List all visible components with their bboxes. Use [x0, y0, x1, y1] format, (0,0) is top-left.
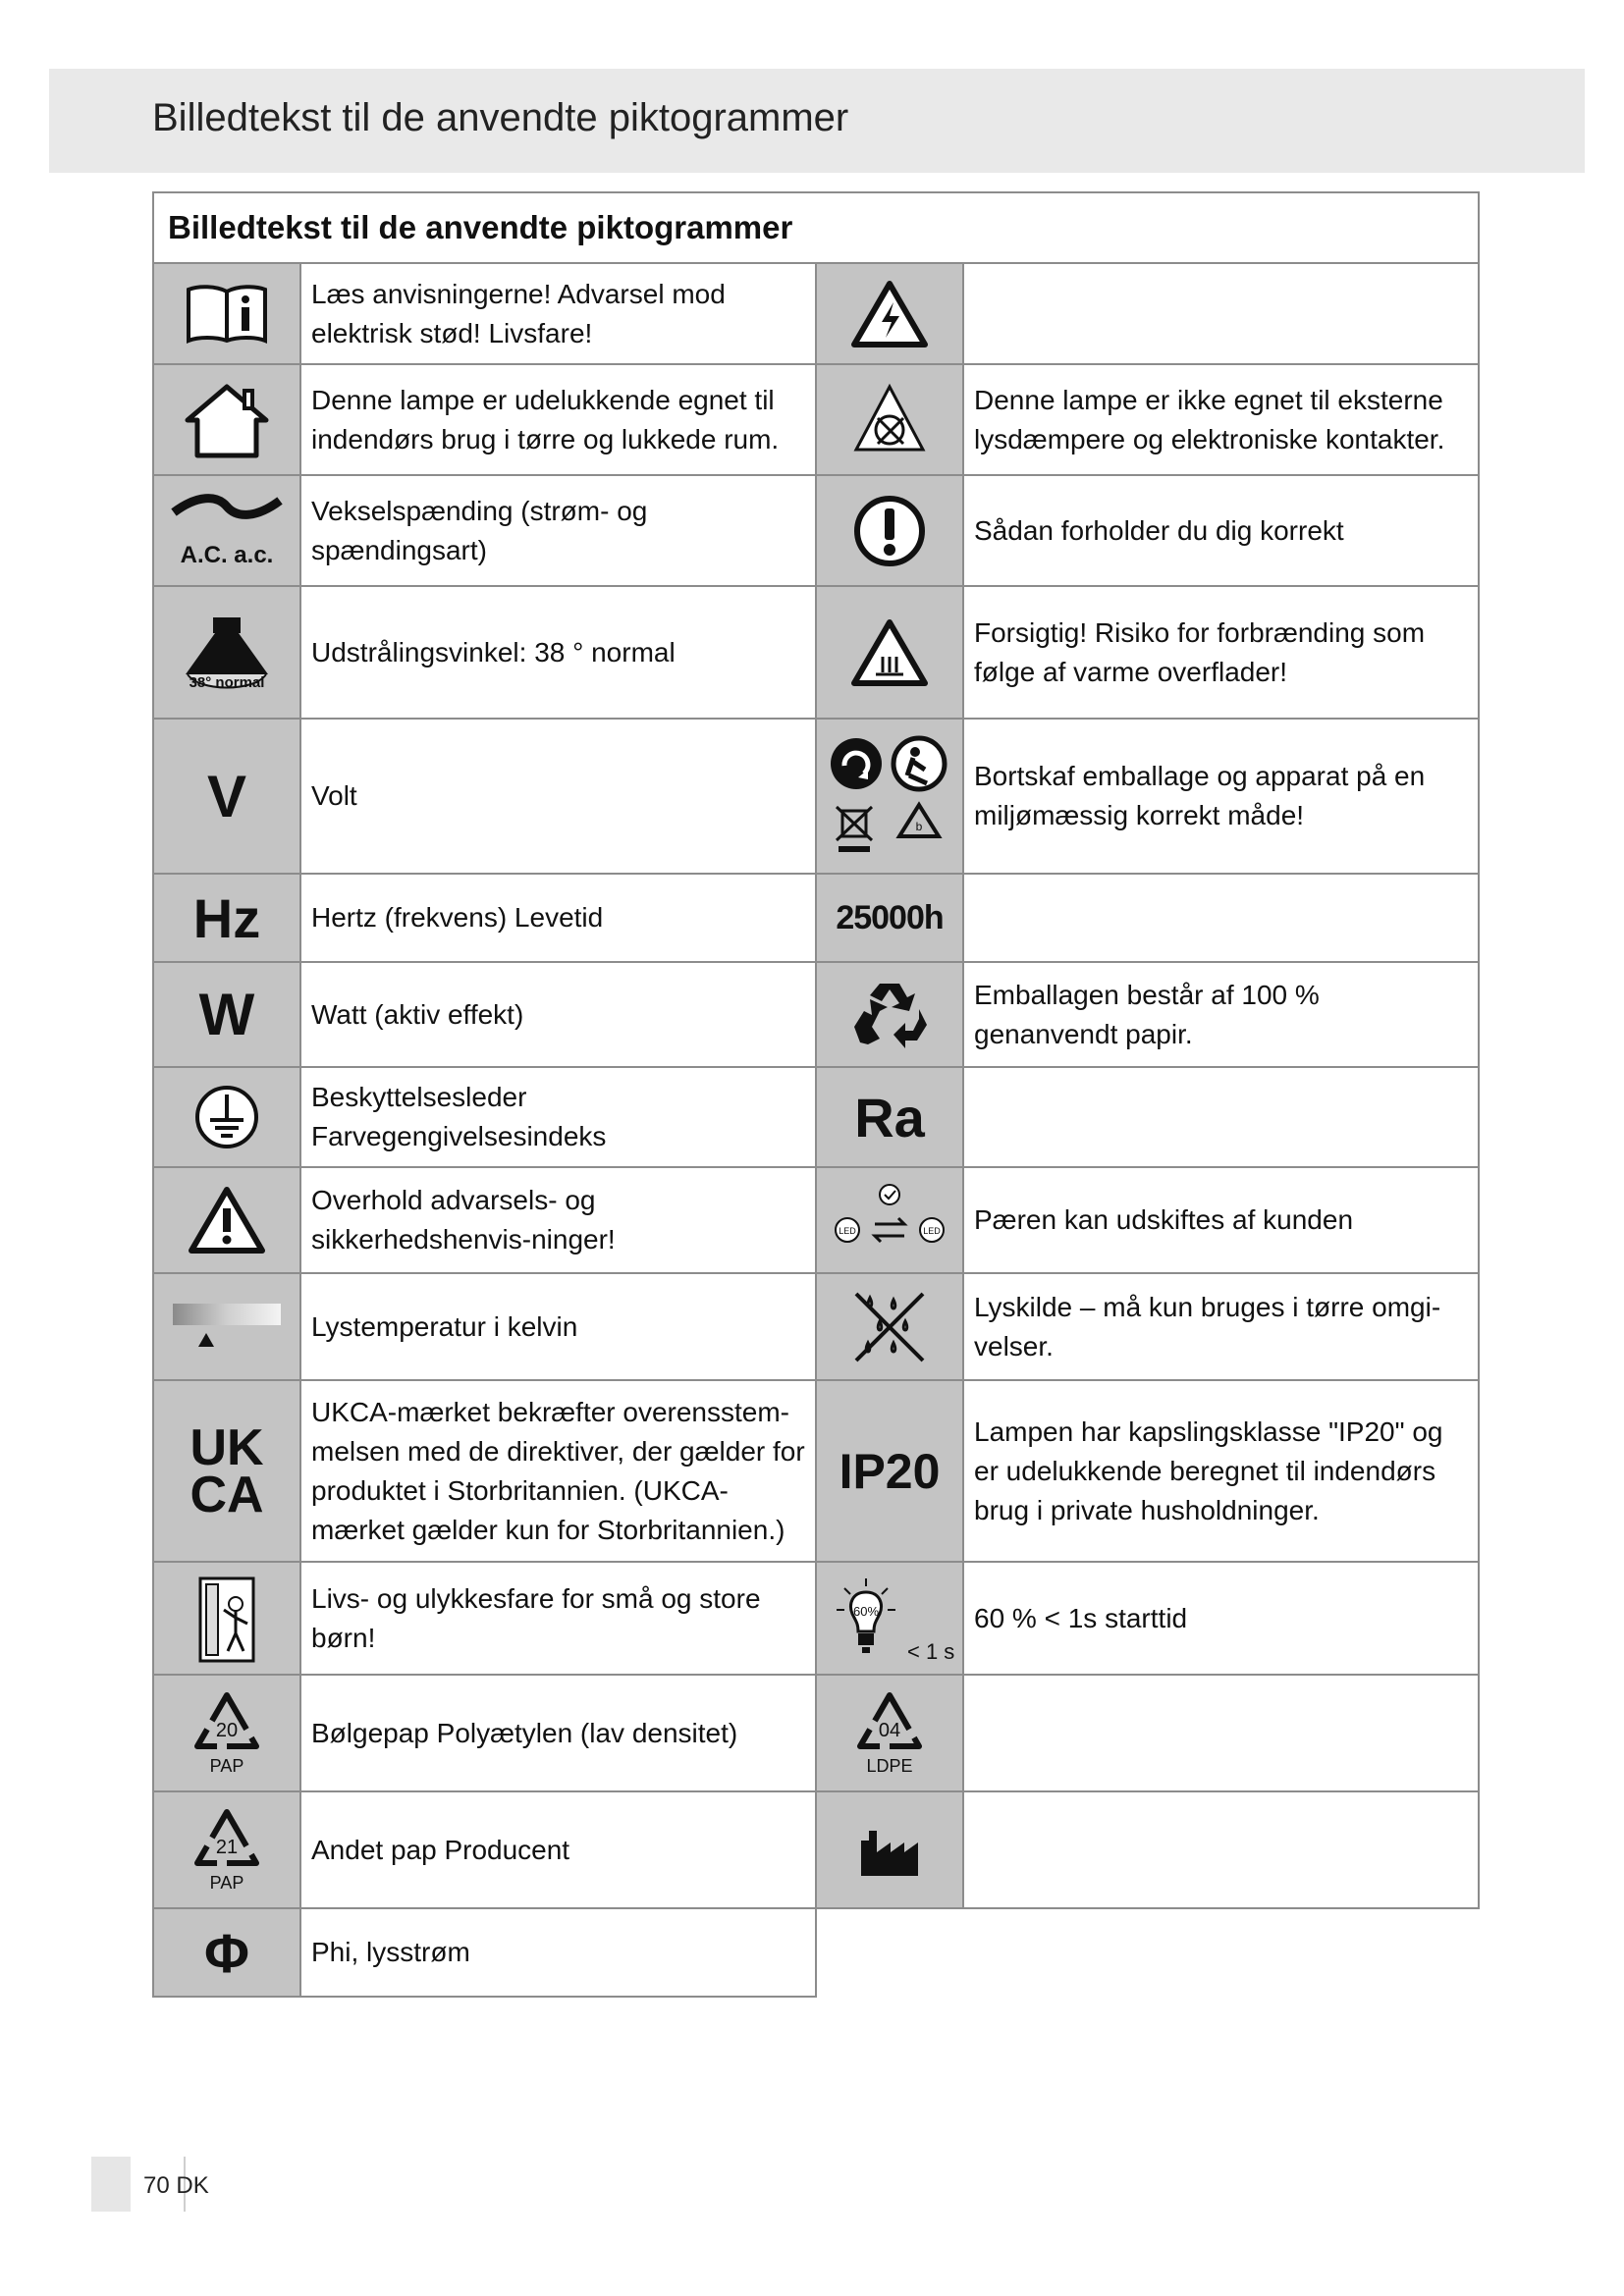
table-title: Billedtekst til de anvendte piktogrammer [153, 192, 1479, 263]
recycling-code-number: 04 [878, 1719, 901, 1741]
child-danger-icon [153, 1562, 300, 1675]
recycling-code-04-ldpe-icon [816, 1675, 963, 1791]
start-percent-label: 60% [852, 1603, 880, 1619]
pictogram-description: Watt (aktiv effekt) [300, 962, 816, 1067]
pictogram-description: Vekselspænding (strøm- og spændingsart) [300, 475, 816, 586]
table-row [153, 1067, 1479, 1167]
table-row [153, 874, 1479, 962]
manufacturer-icon [816, 1791, 963, 1908]
table-title-row [153, 192, 1479, 263]
watt-icon [153, 962, 300, 1067]
phi-icon [153, 1908, 300, 1997]
read-instructions-icon [153, 263, 300, 364]
ukca-mark-icon [153, 1380, 300, 1562]
pictogram-description [963, 263, 1479, 364]
table-row [153, 263, 1479, 364]
pictogram-table [152, 191, 1480, 1998]
beam-angle-icon [153, 586, 300, 719]
pictogram-description [963, 1791, 1479, 1908]
lifetime-icon [816, 874, 963, 962]
icon-label: A.C. a.c. [180, 541, 274, 568]
table-row [153, 1273, 1479, 1380]
pictogram-description: Livs- og ulykkesfare for små og store børn! [300, 1562, 816, 1675]
pictogram-description: Emballagen består af 100 % genanvendt papir. [963, 962, 1479, 1067]
pictogram-description: Phi, lysstrøm [300, 1908, 816, 1997]
color-rendering-icon [816, 1067, 963, 1167]
pictogram-description: Bortskaf emballage og apparat på en miljømæssig korrekt måde! [963, 719, 1479, 874]
hot-surface-warning-icon [816, 586, 963, 719]
pictogram-description: Bølgepap Polyætylen (lav densitet) [300, 1675, 816, 1791]
icon-label: Φ [204, 1921, 249, 1984]
pictogram-description: Lampen har kapslingsklasse "IP20" og er udelukkende beregnet til indendørs brug i private husholdninger. [963, 1380, 1479, 1562]
table-row [153, 962, 1479, 1067]
protective-earth-icon [153, 1067, 300, 1167]
table-row [153, 1791, 1479, 1908]
pictogram-description [963, 874, 1479, 962]
recycling-code-number: 20 [215, 1719, 239, 1741]
replaceable-bulb-icon [816, 1167, 963, 1273]
recycling-code-material: PAP [209, 1872, 244, 1893]
ip20-icon [816, 1380, 963, 1562]
recycle-icon [816, 962, 963, 1067]
warning-triangle-icon [153, 1167, 300, 1273]
pictogram-description: Lystemperatur i kelvin [300, 1273, 816, 1380]
pictogram-description: Pæren kan udskiftes af kunden [963, 1167, 1479, 1273]
table-row [153, 1380, 1479, 1562]
start-time-label: < 1 s [907, 1638, 955, 1664]
table-row [153, 719, 1479, 874]
recycling-code-material: LDPE [866, 1755, 913, 1776]
pictogram-description: Denne lampe er udelukkende egnet til indendørs brug i tørre og lukkede rum. [300, 364, 816, 475]
icon-label: W [198, 982, 255, 1047]
page-number: 70 DK [143, 2172, 209, 2199]
pictogram-description: Beskyttelsesleder Farvegengivelsesindeks [300, 1067, 816, 1167]
table-row [153, 475, 1479, 586]
color-temperature-icon [153, 1273, 300, 1380]
pictogram-description: Lyskilde – må kun bruges i tørre omgi-velser. [963, 1273, 1479, 1380]
page-title: Billedtekst til de anvendte piktogrammer [152, 96, 849, 139]
icon-label: Hz [192, 886, 261, 949]
icon-label: 38° normal [189, 674, 265, 691]
table-row [153, 586, 1479, 719]
indoor-house-icon [153, 364, 300, 475]
icon-label: 25000h [836, 898, 944, 936]
table-row [153, 1167, 1479, 1273]
recycling-code-20-pap-icon [153, 1675, 300, 1791]
recycling-code-number: 21 [215, 1836, 239, 1858]
dry-environment-icon [816, 1273, 963, 1380]
disposal-icons [816, 719, 963, 874]
footer-marker [91, 2157, 131, 2212]
recycling-code-21-pap-icon [153, 1791, 300, 1908]
pictogram-description: Læs anvisningerne! Advarsel mod elektrisk stød! Livsfare! [300, 263, 816, 364]
electric-shock-warning-icon [816, 263, 963, 364]
pictogram-description [963, 1675, 1479, 1791]
recycling-code-material: PAP [209, 1755, 244, 1776]
alternating-current-icon [153, 475, 300, 586]
pictogram-description: Forsigtig! Risiko for forbrænding som følge af varme overflader! [963, 586, 1479, 719]
table-row [153, 1562, 1479, 1675]
exclamation-circle-icon [816, 475, 963, 586]
icon-label: V [206, 763, 247, 829]
pictogram-description: Denne lampe er ikke egnet til eksterne lysdæmpere og elektroniske kontakter. [963, 364, 1479, 475]
pictogram-description: Volt [300, 719, 816, 874]
pictogram-description: Overhold advarsels- og sikkerhedshenvis-ninger! [300, 1167, 816, 1273]
volt-icon [153, 719, 300, 874]
svg-text:LED: LED [839, 1226, 856, 1236]
no-dimmer-icon [816, 364, 963, 475]
table-row [153, 364, 1479, 475]
pictogram-description: UKCA-mærket bekræfter overensstem-melsen med de direktiver, der gælder for produktet i Storbritannien. (UKCA-mærket gælder kun for Storbritannien.) [300, 1380, 816, 1562]
icon-label: Ra [854, 1086, 925, 1148]
pictogram-description: Udstrålingsvinkel: 38 ° normal [300, 586, 816, 719]
start-time-icon [816, 1562, 963, 1675]
icon-label: UK CA [189, 1418, 264, 1523]
svg-text:LED: LED [923, 1226, 941, 1236]
icon-label: IP20 [839, 1443, 941, 1499]
pictogram-description: 60 % < 1s starttid [963, 1562, 1479, 1675]
svg-text:b: b [915, 820, 923, 833]
table-row [153, 1908, 1479, 1997]
pictogram-description [963, 1067, 1479, 1167]
table-row [153, 1675, 1479, 1791]
pictogram-description: Hertz (frekvens) Levetid [300, 874, 816, 962]
pictogram-description: Sådan forholder du dig korrekt [963, 475, 1479, 586]
header-bar [49, 69, 1585, 173]
hertz-icon [153, 874, 300, 962]
pictogram-description: Andet pap Producent [300, 1791, 816, 1908]
